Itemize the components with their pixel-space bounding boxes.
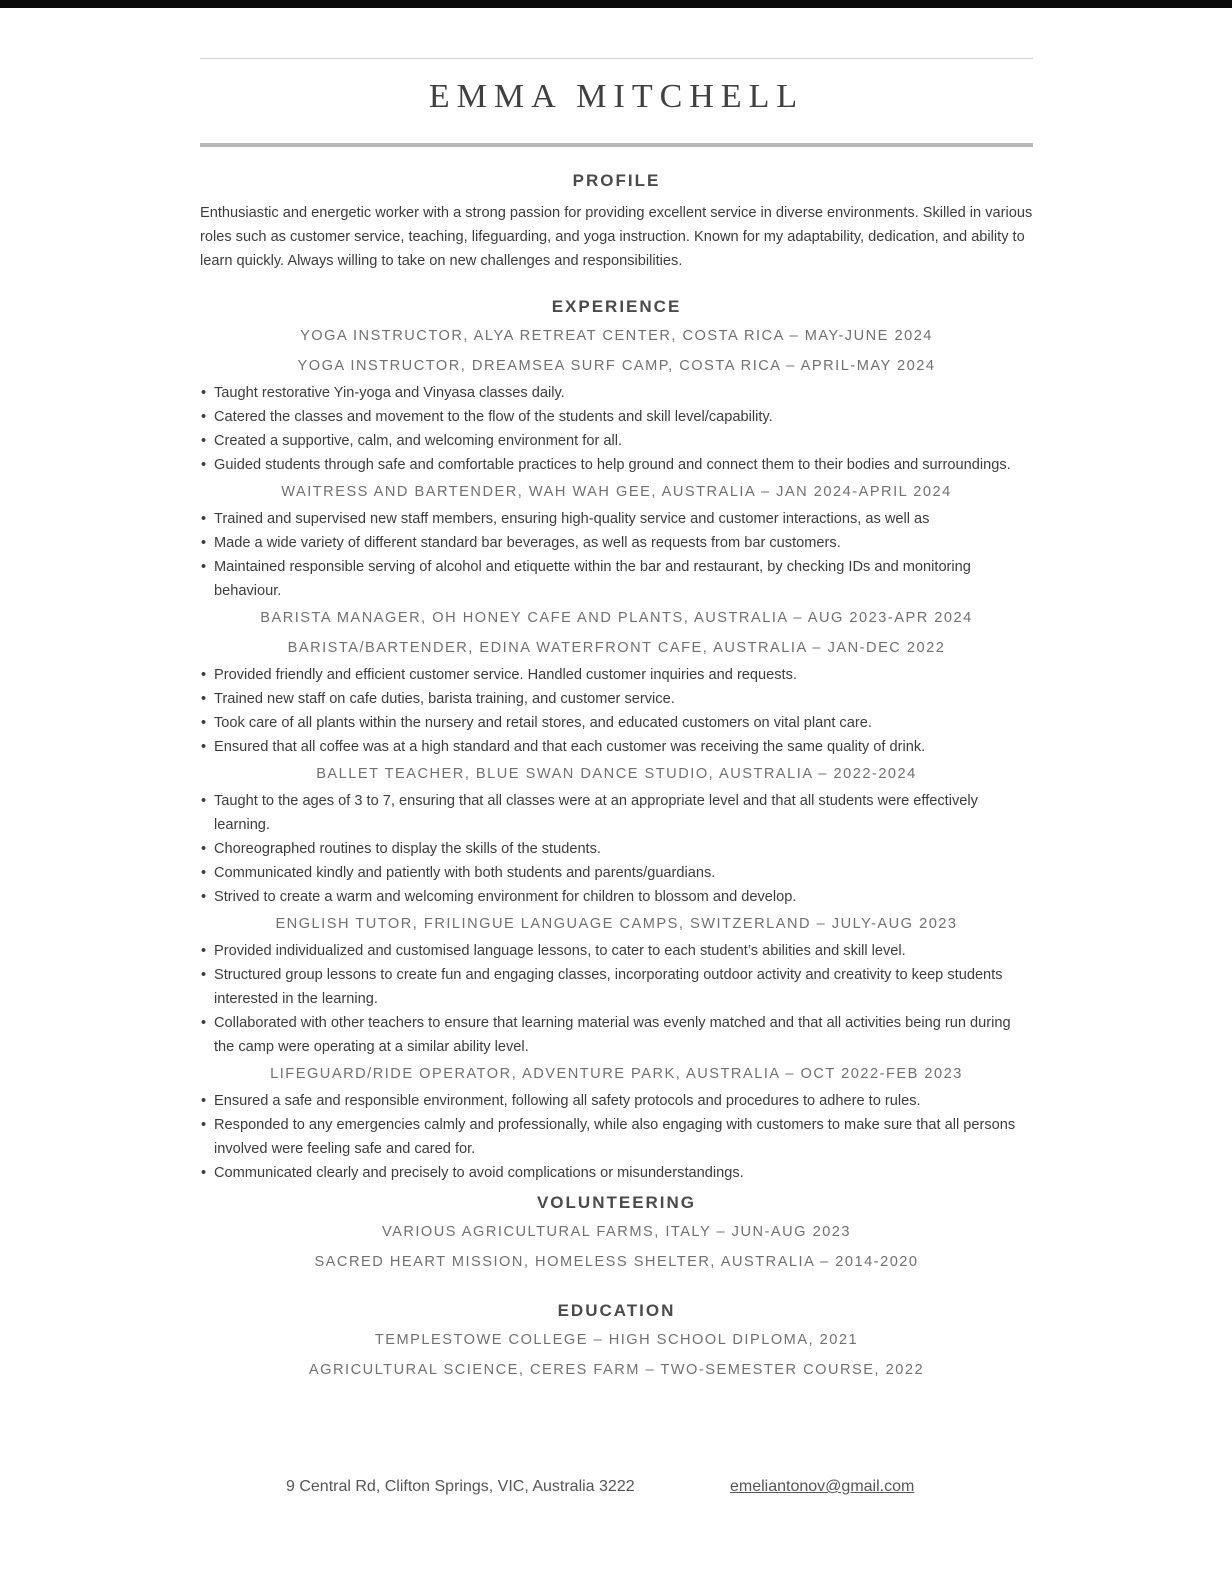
bullet-item: • Responded to any emergencies calmly and professionally, while also engaging with customers to make sure that all persons involved were feeling safe and cared for. [200, 1113, 1033, 1161]
top-divider [200, 58, 1033, 59]
job-title: LIFEGUARD/RIDE OPERATOR, ADVENTURE PARK, AUSTRALIA – OCT 2022-FEB 2023 [270, 1066, 963, 1082]
job-title: YOGA INSTRUCTOR, ALYA RETREAT CENTER, COSTA RICA – MAY-JUNE 2024 [300, 328, 933, 344]
resume-body [200, 167, 1033, 1385]
bullet-item: • Took care of all plants within the nursery and retail stores, and educated customers on vital plant care. [200, 711, 1033, 735]
education-item: TEMPLESTOWE COLLEGE – HIGH SCHOOL DIPLOMA, 2021 [374, 1332, 859, 1348]
education-item: AGRICULTURAL SCIENCE, CERES FARM – TWO-SEMESTER COURSE, 2022 [308, 1362, 925, 1378]
bullet-list [200, 507, 1033, 603]
bullet-list [200, 939, 1033, 1059]
experience-group-waitress [200, 477, 1033, 603]
job-title: BARISTA/BARTENDER, EDINA WATERFRONT CAFE, AUSTRALIA – JAN-DEC 2022 [287, 640, 946, 656]
bullet-item: • Maintained responsible serving of alcohol and etiquette within the bar and restaurant, by checking IDs and monitoring behaviour. [200, 555, 1033, 603]
bullet-item: • Strived to create a warm and welcoming environment for children to blossom and develop. [200, 885, 1033, 909]
scan-top-edge [0, 0, 1232, 8]
resume-name: EMMA MITCHELL [428, 78, 805, 115]
education-section [200, 1297, 1033, 1385]
email-link[interactable]: emeliantonov@gmail.com [730, 1478, 915, 1495]
volunteering-section [200, 1189, 1033, 1277]
experience-heading: EXPERIENCE [551, 297, 682, 316]
bullet-item: • Provided friendly and efficient customer service. Handled customer inquiries and requests. [200, 663, 1033, 687]
profile-heading: PROFILE [572, 171, 661, 190]
bullet-item: • Taught restorative Yin-yoga and Vinyasa classes daily. [200, 381, 1033, 405]
profile-text: Enthusiastic and energetic worker with a strong passion for providing excellent service in diverse environments. Skilled in various roles such as customer service, teaching, lifeguarding, and yoga instruction. Known for my adaptability, dedication, and ability to learn quickly. Always willing to take on new challenges and responsibilities. [200, 205, 1033, 269]
education-heading: EDUCATION [557, 1301, 676, 1320]
bullet-item: • Taught to the ages of 3 to 7, ensuring that all classes were at an appropriate level and that all students were effectively learning. [200, 789, 1033, 837]
volunteering-heading: VOLUNTEERING [536, 1193, 697, 1212]
volunteering-item: VARIOUS AGRICULTURAL FARMS, ITALY – JUN-AUG 2023 [381, 1224, 852, 1240]
bullet-item: • Guided students through safe and comfortable practices to help ground and connect them to their bodies and surroundings. [200, 453, 1033, 477]
bullet-item: • Structured group lessons to create fun and engaging classes, incorporating outdoor activity and creativity to keep students interested in the learning. [200, 963, 1033, 1011]
bullet-item: • Ensured that all coffee was at a high standard and that each customer was receiving the same quality of drink. [200, 735, 1033, 759]
bullet-item: • Collaborated with other teachers to ensure that learning material was evenly matched and that all activities being run during the camp were operating at a similar ability level. [200, 1011, 1033, 1059]
bullet-item: • Trained new staff on cafe duties, barista training, and customer service. [200, 687, 1033, 711]
bullet-item: • Made a wide variety of different standard bar beverages, as well as requests from bar customers. [200, 531, 1033, 555]
experience-section [200, 293, 1033, 1185]
experience-group-tutor [200, 909, 1033, 1059]
bullet-item: • Created a supportive, calm, and welcoming environment for all. [200, 429, 1033, 453]
experience-group-ballet [200, 759, 1033, 909]
bullet-item: • Ensured a safe and responsible environment, following all safety protocols and procedures to adhere to rules. [200, 1089, 1033, 1113]
bullet-item: • Choreographed routines to display the skills of the students. [200, 837, 1033, 861]
bullet-item: • Communicated kindly and patiently with both students and parents/guardians. [200, 861, 1033, 885]
bullet-list [200, 789, 1033, 909]
job-title: WAITRESS AND BARTENDER, WAH WAH GEE, AUSTRALIA – JAN 2024-APRIL 2024 [281, 484, 952, 500]
bullet-list [200, 1089, 1033, 1185]
experience-group-barista [200, 603, 1033, 759]
experience-group-lifeguard [200, 1059, 1033, 1185]
bullet-item: • Trained and supervised new staff members, ensuring high-quality service and customer interactions, as well as [200, 507, 1033, 531]
job-title: ENGLISH TUTOR, FRILINGUE LANGUAGE CAMPS, SWITZERLAND – JULY-AUG 2023 [275, 916, 958, 932]
experience-group-yoga [200, 321, 1033, 477]
profile-section [200, 167, 1033, 273]
address-text: 9 Central Rd, Clifton Springs, VIC, Australia 3222 [286, 1478, 635, 1495]
job-title: BARISTA MANAGER, OH HONEY CAFE AND PLANTS, AUSTRALIA – AUG 2023-APR 2024 [260, 610, 973, 626]
bullet-list [200, 663, 1033, 759]
bullet-item: • Provided individualized and customised language lessons, to cater to each student’s abilities and skill level. [200, 939, 1033, 963]
volunteering-item: SACRED HEART MISSION, HOMELESS SHELTER, AUSTRALIA – 2014-2020 [314, 1254, 919, 1270]
bullet-list [200, 381, 1033, 477]
bullet-item: • Catered the classes and movement to the flow of the students and skill level/capability. [200, 405, 1033, 429]
name-underline-divider [200, 143, 1033, 147]
bullet-item: • Communicated clearly and precisely to avoid complications or misunderstandings. [200, 1161, 1033, 1185]
job-title: YOGA INSTRUCTOR, DREAMSEA SURF CAMP, COSTA RICA – APRIL-MAY 2024 [297, 358, 936, 374]
job-title: BALLET TEACHER, BLUE SWAN DANCE STUDIO, AUSTRALIA – 2022-2024 [316, 766, 917, 782]
